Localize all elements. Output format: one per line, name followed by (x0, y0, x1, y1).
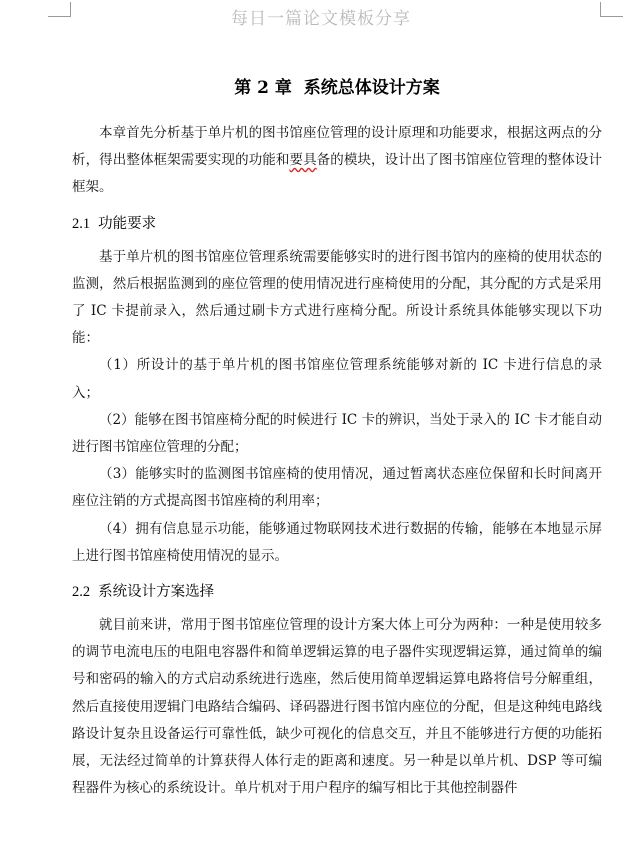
section-1-paragraph: 基于单片机的图书馆座位管理系统需要能够实时的进行图书馆内的座椅的使用状态的监测，然后根据监测到的座位管理的使用情况进行座椅使用的分配，其分配的方式是采用了 IC 卡提前录入，然后通过刷卡方式进行座椅分配。所设计系统具体能够实现以下功能： (72, 248, 602, 347)
list-item-3: （3）能够实时的监测图书馆座椅的使用情况，通过暂离状态座位保留和长时间离开座位注销的方式提高图书馆座椅的利用率； (72, 466, 602, 510)
spellcheck-flagged-text: 要具 (289, 152, 317, 169)
intro-text-before: 本章首先分析基于单片机的图书馆座位管理的设计原理和功能要求，根据这两点的分析，得出整体框架需要实现的功能和 (72, 125, 602, 169)
section-heading-2-1 (72, 212, 602, 236)
section-title: 系统设计方案选择 (98, 584, 215, 601)
intro-paragraph (72, 120, 602, 202)
document-body (72, 76, 602, 802)
list-item-4: （4）拥有信息显示功能，能够通过物联网技术进行数据的传输，能够在本地显示屏上进行图书馆座椅使用情况的显示。 (72, 520, 602, 564)
section-number: 2.2 (72, 584, 91, 601)
chapter-name: 系统总体设计方案 (303, 78, 440, 98)
section-heading-2-2 (72, 580, 602, 604)
header-watermark: 每日一篇论文模板分享 (231, 9, 411, 29)
chapter-label: 第 2 章 (234, 78, 292, 98)
intro-text-after: 备的模块，设计出了图书馆座位管理的整体设计框架。 (72, 152, 603, 196)
chapter-title (72, 76, 602, 100)
list-item-1: （1）所设计的基于单片机的图书馆座位管理系统能够对新的 IC 卡进行信息的录入； (72, 357, 602, 401)
section-title: 功能要求 (98, 215, 157, 232)
list-item-2: （2）能够在图书馆座椅分配的时候进行 IC 卡的辨识，当处于录入的 IC 卡才能自动进行图书馆座位管理的分配； (72, 411, 602, 456)
section-number: 2.1 (72, 215, 91, 232)
section-2-paragraph: 就目前来讲，常用于图书馆座位管理的设计方案大体上可分为两种：一种是使用较多的调节电流电压的电阻电容器件和简单逻辑运算的电子器件实现逻辑运算，通过简单的编号和密码的输入的方式启动系统进行选座，然后使用简单逻辑运算电路将信号分解重组，然后直接使用逻辑门电路结合编码、译码器进行图书馆内座位的分配，但是这种纯电路线路设计复杂且设备运行可靠性低，缺少可视化的信息交互，并且不能够进行方便的功能拓展，无法经过简单的计算获得人体行走的距离和速度。另一种是以单片机、DSP 等可编程器件为核心的系统设计。单片机对于用户程序的编写相比于其他控制器件 (72, 617, 602, 797)
